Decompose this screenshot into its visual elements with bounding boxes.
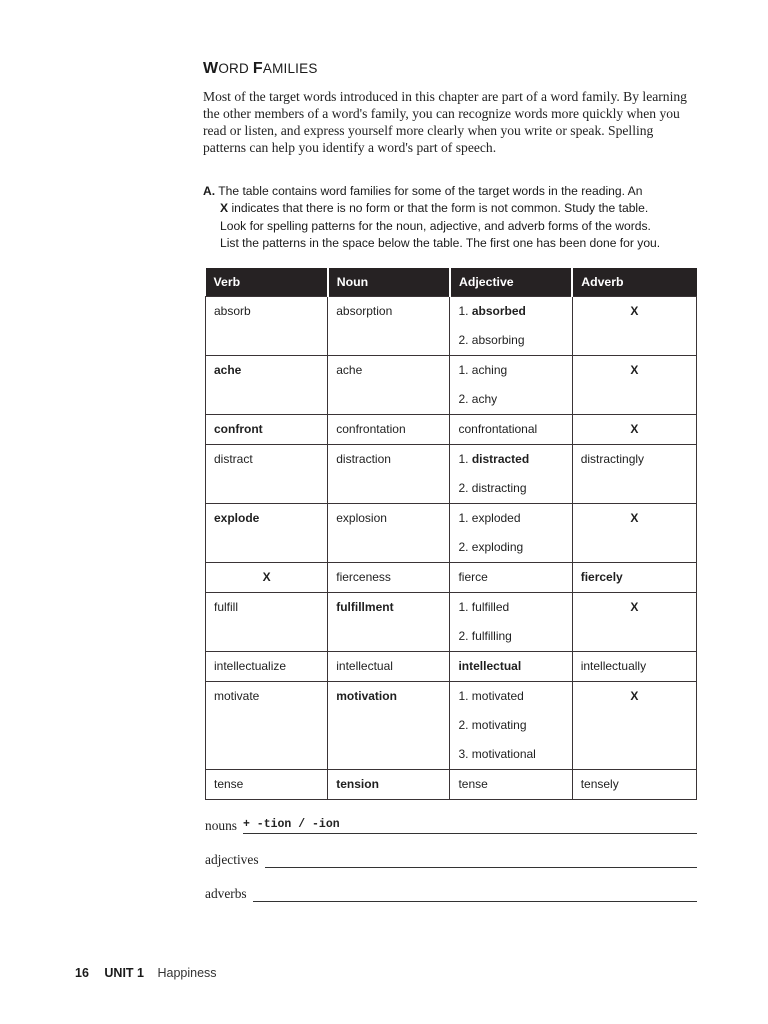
cell-adjective: 1. aching 2. achy (450, 356, 572, 415)
cell-verb: ache (206, 356, 328, 415)
table-header-row (206, 268, 697, 297)
cell-verb: X (206, 563, 328, 593)
cell-verb: explode (206, 504, 328, 563)
word-family-table (205, 268, 697, 800)
table-row (206, 682, 697, 770)
cell-noun: explosion (328, 504, 450, 563)
adverbs-row (205, 868, 697, 902)
cell-noun: distraction (328, 445, 450, 504)
x-marker: X (220, 201, 229, 216)
adjectives-row (205, 834, 697, 868)
cell-noun: confrontation (328, 415, 450, 445)
nouns-answer-line[interactable] (243, 816, 697, 834)
cell-adverb: X (572, 504, 696, 563)
cell-verb: confront (206, 415, 328, 445)
adjectives-answer-line[interactable] (265, 850, 697, 868)
cell-verb: tense (206, 770, 328, 800)
header-noun: Noun (328, 268, 450, 297)
page-footer (75, 966, 217, 980)
cell-adverb: X (572, 593, 696, 652)
intro-paragraph: Most of the target words introduced in this chapter are part of a word family. By learning the other members of a word's family, you can recognize words more quickly when you read or listen, and express yourself more clearly when you write or speak. Spelling patterns can help you identify a word's part of speech. (203, 89, 687, 155)
cell-verb: intellectualize (206, 652, 328, 682)
title-cap-w: W (203, 60, 219, 77)
cell-adjective: intellectual (450, 652, 572, 682)
table-row (206, 563, 697, 593)
table-row (206, 356, 697, 415)
instruction-line-3: Look for spelling patterns for the noun, adjective, and adverb forms of the words. (220, 218, 651, 233)
cell-noun: fulfillment (328, 593, 450, 652)
cell-adverb: X (572, 682, 696, 770)
cell-adjective: 1. absorbed 2. absorbing (450, 297, 572, 356)
cell-adverb: X (572, 297, 696, 356)
cell-adjective: fierce (450, 563, 572, 593)
table-row (206, 593, 697, 652)
table-row (206, 770, 697, 800)
cell-noun: intellectual (328, 652, 450, 682)
nouns-label: nouns (205, 818, 237, 833)
nouns-answer: + -tion / -ion (243, 818, 340, 831)
unit-label: UNIT 1 (104, 966, 144, 980)
cell-adjective: tense (450, 770, 572, 800)
cell-noun: ache (328, 356, 450, 415)
title-cap-f: F (252, 60, 263, 77)
section-title (203, 60, 318, 78)
cell-adverb: X (572, 415, 696, 445)
cell-adverb: X (572, 356, 696, 415)
table-row (206, 415, 697, 445)
title-word-2: AMILIES (262, 61, 318, 76)
instruction-line-4: List the patterns in the space below the table. The first one has been done for you. (220, 235, 661, 250)
pattern-answer-section (205, 800, 697, 902)
table-row (206, 652, 697, 682)
instruction-line-1: The table contains word families for some of the target words in the reading. An (218, 184, 643, 198)
cell-verb: fulfill (206, 593, 328, 652)
cell-noun: motivation (328, 682, 450, 770)
cell-adjective: 1. exploded 2. exploding (450, 504, 572, 563)
table-row (206, 504, 697, 563)
nouns-row (205, 800, 697, 834)
cell-noun: tension (328, 770, 450, 800)
cell-noun: absorption (328, 297, 450, 356)
header-verb: Verb (206, 268, 328, 297)
cell-verb: distract (206, 445, 328, 504)
cell-adverb: distractingly (572, 445, 696, 504)
header-adjective: Adjective (450, 268, 572, 297)
title-word-1: ORD (218, 61, 253, 76)
cell-adjective: confrontational (450, 415, 572, 445)
header-adverb: Adverb (572, 268, 696, 297)
cell-verb: motivate (206, 682, 328, 770)
cell-adverb: fiercely (572, 563, 696, 593)
unit-topic: Happiness (157, 966, 217, 980)
cell-verb: absorb (206, 297, 328, 356)
cell-adjective: 1. fulfilled 2. fulfilling (450, 593, 572, 652)
cell-adverb: intellectually (572, 652, 696, 682)
page-number: 16 (75, 966, 89, 980)
adverbs-answer-line[interactable] (253, 884, 697, 902)
adverbs-label: adverbs (205, 886, 247, 901)
instruction-line-2 (203, 200, 695, 217)
table-row (206, 445, 697, 504)
instruction-line-2-text: indicates that there is no form or that the form is not common. Study the table. (228, 201, 649, 216)
cell-adjective: 1. motivated 2. motivating 3. motivational (450, 682, 572, 770)
cell-noun: fierceness (328, 563, 450, 593)
adjectives-label: adjectives (205, 852, 259, 867)
table-row (206, 297, 697, 356)
cell-adjective: 1. distracted 2. distracting (450, 445, 572, 504)
instruction-letter: A. (203, 184, 216, 198)
cell-adverb: tensely (572, 770, 696, 800)
instruction-a (203, 183, 695, 252)
